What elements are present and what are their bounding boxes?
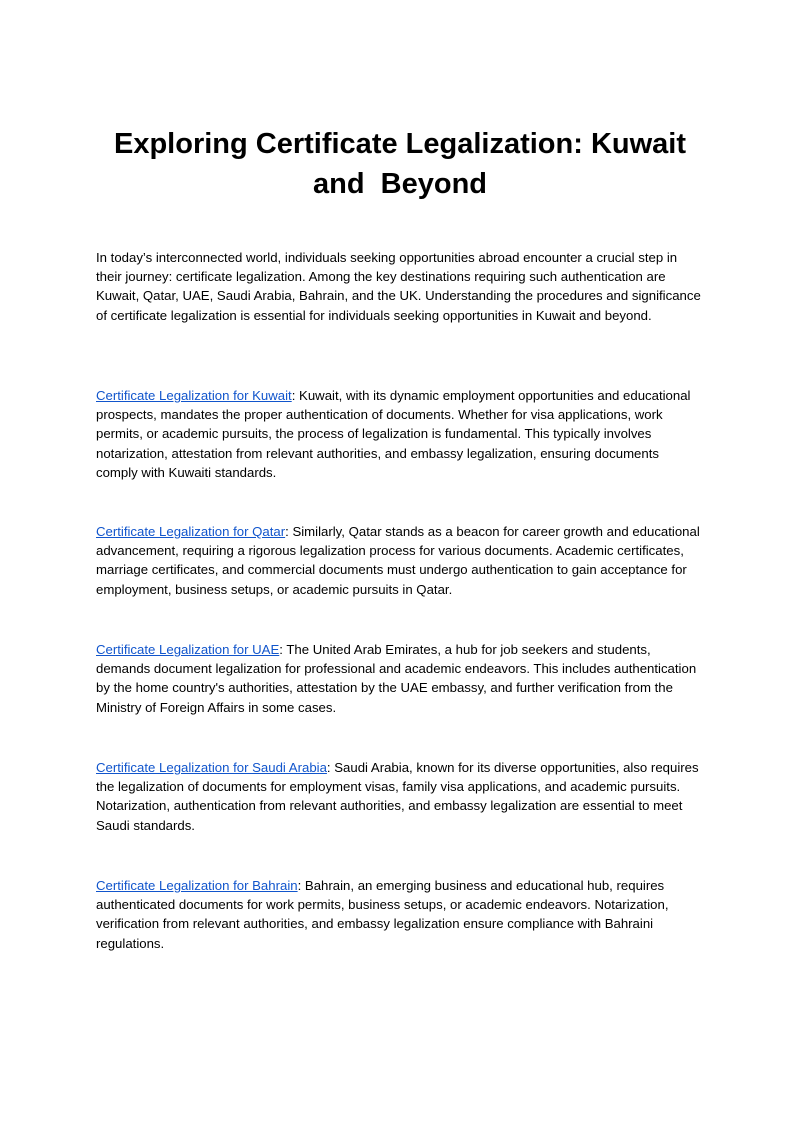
qatar-legalization-link[interactable]: Certificate Legalization for Qatar (96, 524, 286, 539)
uae-paragraph (96, 640, 704, 717)
bahrain-paragraph (96, 876, 704, 953)
qatar-paragraph-body: : Similarly, Qatar stands as a beacon for career growth and educational advancement, requiring a rigorous legalization process for various documents. Academic certificates, marriage certificates, and commercial documents must undergo authentication to gain acceptance for employment, business setups, or academic pursuits in Qatar. (96, 524, 700, 597)
page-title: Exploring Certificate Legalization: Kuwait and Beyond (113, 128, 695, 200)
qatar-paragraph (96, 522, 704, 599)
uae-paragraph-body: : The United Arab Emirates, a hub for job seekers and students, demands document legalization for professional and academic endeavors. This includes authentication by the home country's authorities, attestation by the UAE embassy, and further verification from the Ministry of Foreign Affairs in some cases. (96, 642, 697, 715)
saudi-arabia-paragraph (96, 758, 704, 835)
kuwait-paragraph (96, 386, 704, 482)
intro-paragraph: In today’s interconnected world, individuals seeking opportunities abroad encounter a crucial step in their journey: certificate legalization. Among the key destinations requiring such authentication are Kuwait, Qatar, UAE, Saudi Arabia, Bahrain, and the UK. Understanding the procedures and significance of certificate legalization is essential for individuals seeking opportunities in Kuwait and beyond. (96, 250, 701, 323)
kuwait-legalization-link[interactable]: Certificate Legalization for Kuwait (96, 388, 292, 403)
uae-legalization-link[interactable]: Certificate Legalization for UAE (96, 642, 280, 657)
bahrain-legalization-link[interactable]: Certificate Legalization for Bahrain (96, 878, 298, 893)
kuwait-paragraph-body: : Kuwait, with its dynamic employment opportunities and educational prospects, mandates the proper authentication of documents. Whether for visa applications, work permits, or academic pursuits, the process of legalization is fundamental. This typically involves notarization, attestation from relevant authorities, and embassy legalization, ensuring documents comply with Kuwaiti standards. (96, 388, 691, 480)
saudi-arabia-legalization-link[interactable]: Certificate Legalization for Saudi Arabia (96, 760, 327, 775)
saudi-arabia-paragraph-body: : Saudi Arabia, known for its diverse opportunities, also requires the legalization of documents for employment visas, family visa applications, and academic pursuits. Notarization, authentication from relevant authorities, and embassy legalization are essential to meet Saudi standards. (96, 760, 699, 833)
bahrain-paragraph-body: : Bahrain, an emerging business and educational hub, requires authenticated documents for work permits, business setups, or academic endeavors. Notarization, verification from relevant authorities, and embassy legalization ensure compliance with Bahraini regulations. (96, 878, 669, 951)
